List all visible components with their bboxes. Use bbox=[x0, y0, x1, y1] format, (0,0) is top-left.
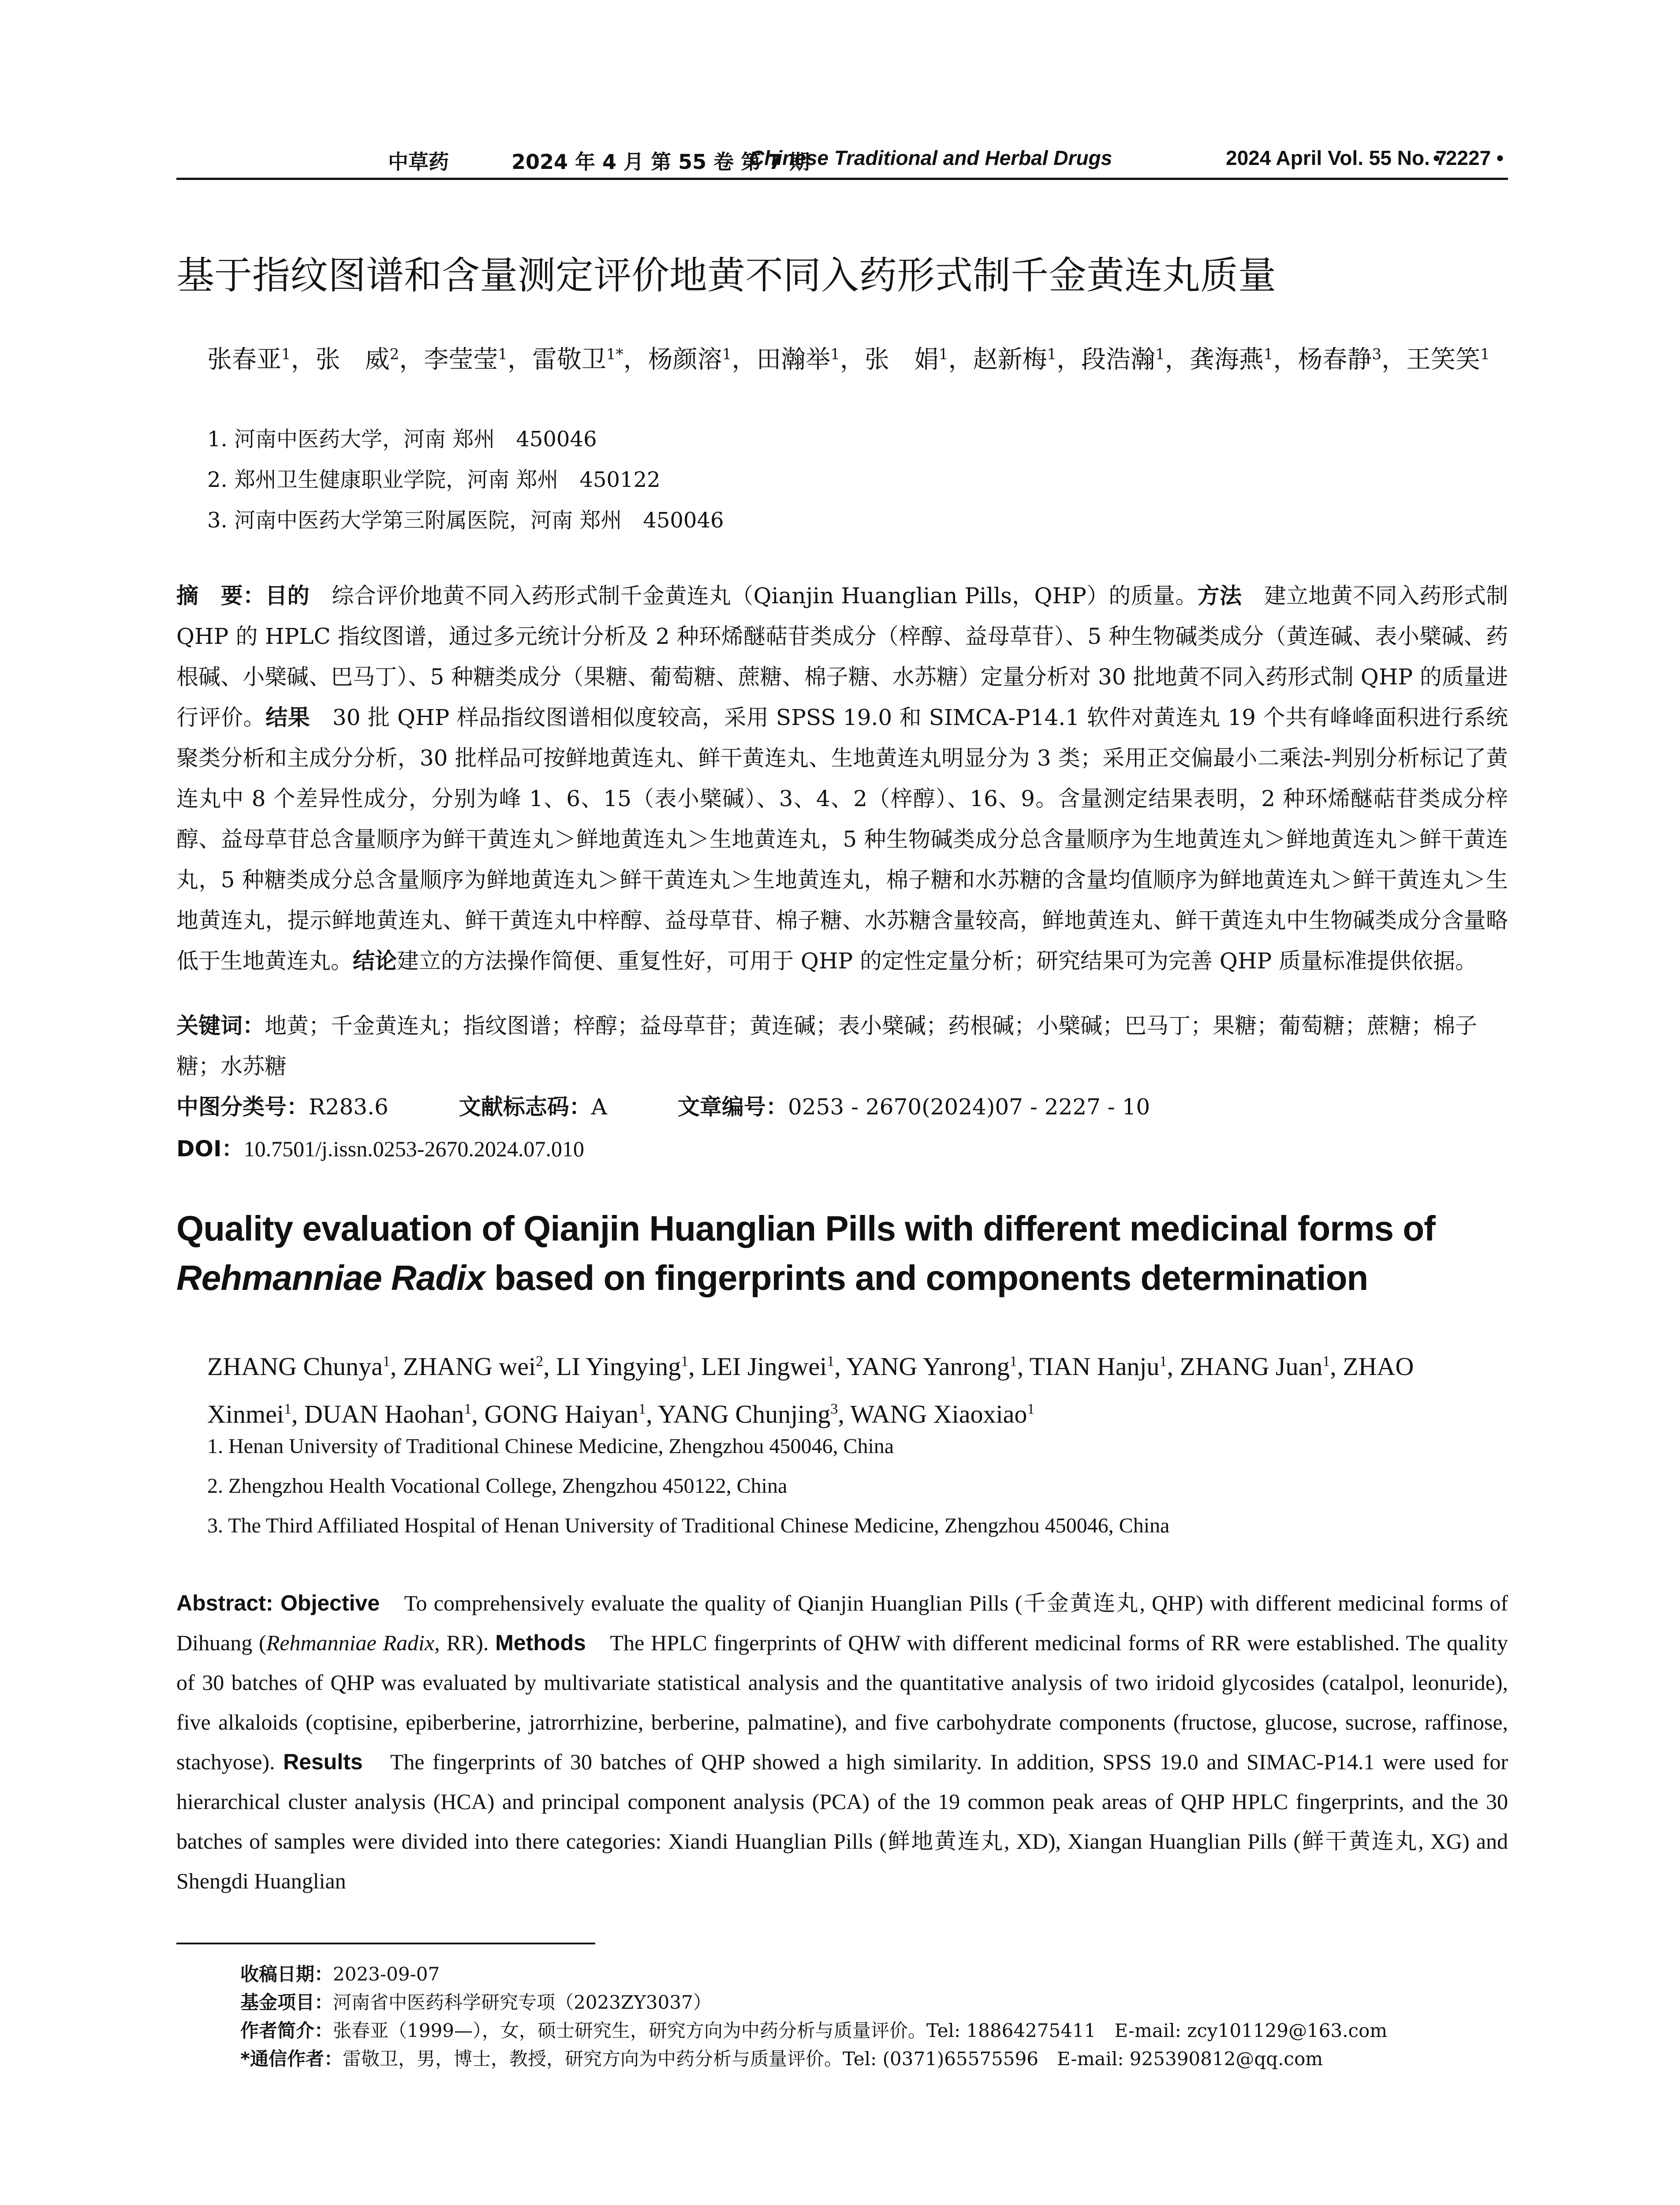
title-en-italic: Rehmanniae Radix bbox=[176, 1258, 485, 1297]
author-en: WANG Xiaoxiao$^1$ bbox=[850, 1399, 1035, 1428]
author-zh: 李莹莹$^1$， bbox=[424, 345, 532, 374]
title-en-part: based on fingerprints and components determination bbox=[485, 1258, 1368, 1297]
objective-text-zh: 综合评价地黄不同入药形式制千金黄连丸（Qianjin Huanglian Pills，QHP）的质量。 bbox=[310, 583, 1198, 609]
objective-italic-en: Rehmanniae Radix bbox=[266, 1630, 435, 1655]
classification-line bbox=[176, 1089, 1150, 1121]
page-number: • 2227 • bbox=[1433, 146, 1504, 169]
article-number-value: 0253 - 2670(2024)07 - 2227 - 10 bbox=[788, 1094, 1150, 1120]
author-zh: 王笑笑$^1$ bbox=[1406, 345, 1490, 374]
author-zh: 杨春静$^3$， bbox=[1298, 345, 1407, 374]
abstract-label-zh: 摘 要： bbox=[176, 583, 265, 609]
objective-label-en: Objective bbox=[280, 1591, 380, 1615]
footnote-corresponding: *通信作者：雷敬卫，男，博士，教授，研究方向为中药分析与质量评价。Tel: (0371)65575596 E-mail: 925390812@qq.com bbox=[240, 2048, 1323, 2070]
objective-text-en-tail: , RR). bbox=[434, 1630, 496, 1655]
doi-line bbox=[176, 1131, 584, 1163]
running-header bbox=[176, 142, 1508, 180]
abstract-zh bbox=[176, 576, 1508, 981]
methods-label-zh: 方法 bbox=[1197, 583, 1242, 609]
affiliation-list-zh bbox=[207, 419, 1508, 541]
author-zh: 张春亚$^1$， bbox=[207, 345, 316, 374]
author-en: ZHANG wei$^2$, bbox=[403, 1352, 556, 1381]
conclusion-text-zh: 建立的方法操作简便、重复性好，可用于 QHP 的定性定量分析；研究结果可为完善 QHP 质量标准提供依据。 bbox=[397, 948, 1478, 974]
author-zh: 张 娟$^1$， bbox=[864, 345, 973, 374]
affiliation-en: 2. Zhengzhou Health Vocational College, Zhengzhou 450122, China bbox=[207, 1474, 788, 1498]
objective-text-en: To comprehensively evaluate the quality of Qianjin Huanglian Pills (千金黄连丸, QHP) with different medicinal forms of Dihuang ( bbox=[176, 1591, 1508, 1655]
keywords-zh bbox=[176, 1005, 1508, 1087]
author-zh: 杨颜溶$^1$， bbox=[648, 345, 757, 374]
author-zh: 田瀚举$^1$， bbox=[756, 345, 865, 374]
affiliation-zh: 2. 郑州卫生健康职业学院，河南 郑州 450122 bbox=[207, 467, 661, 492]
journal-name-en: Chinese Traditional and Herbal Drugs bbox=[750, 146, 1113, 169]
doc-code-label: 文献标志码： bbox=[459, 1094, 591, 1120]
author-en: ZHANG Chunya$^1$, bbox=[207, 1352, 403, 1381]
author-list-en bbox=[207, 1341, 1508, 1435]
clc-label: 中图分类号： bbox=[176, 1094, 309, 1120]
results-label-zh: 结果 bbox=[265, 705, 310, 730]
journal-name-zh: 中草药 bbox=[388, 150, 449, 174]
author-list-zh bbox=[207, 333, 1508, 381]
footnotes bbox=[240, 1960, 1510, 2073]
methods-text-zh: 建立地黄不同入药形式制 QHP 的 HPLC 指纹图谱，通过多元统计分析及 2 种环烯醚萜苷类成分（梓醇、益母草苷）、5 种生物碱类成分（黄连碱、表小檗碱、药根碱、小檗碱、巴马丁）、5 种糖类成分（果糖、葡萄糖、蔗糖、棉子糖、水苏糖）定量分析对 30 批地黄不同入药形式制 QHP 的质量进行评价。 bbox=[176, 583, 1508, 730]
author-en: ZHANG Juan$^1$, bbox=[1180, 1352, 1343, 1381]
keywords-text-zh: 地黄；千金黄连丸；指纹图谱；梓醇；益母草苷；黄连碱；表小檗碱；药根碱；小檗碱；巴马丁；果糖；葡萄糖；蔗糖；棉子糖；水苏糖 bbox=[176, 1013, 1477, 1079]
author-zh: 龚海燕$^1$， bbox=[1189, 345, 1298, 374]
title-en-part: Quality evaluation of Qianjin Huanglian Pills with different medicinal forms of bbox=[176, 1209, 1435, 1248]
author-en: LI Yingying$^1$, bbox=[556, 1352, 702, 1381]
issue-info-en: 2024 April Vol. 55 No. 7 bbox=[1226, 146, 1447, 169]
author-en: YANG Chunjing$^3$, bbox=[657, 1399, 851, 1428]
affiliation-zh: 3. 河南中医药大学第三附属医院，河南 郑州 450046 bbox=[207, 508, 724, 533]
methods-text-en: The HPLC fingerprints of QHW with different medicinal forms of RR were established. The quality of 30 batches of QHP was evaluated by multivariate statistical analysis and the quantitative analysis of two iridoid glycosides (catalpol, leonuride), five alkaloids (coptisine, epiberberine, jatrorrhizine, berberine, palmatine), and five carbohydrate components (fructose, glucose, sucrose, raffinose, stachyose). bbox=[176, 1630, 1508, 1774]
author-zh: 雷敬卫$^{1*}$， bbox=[532, 345, 648, 374]
article-number-label: 文章编号： bbox=[677, 1094, 788, 1120]
author-en: LEI Jingwei$^1$, bbox=[701, 1352, 847, 1381]
author-en: YANG Yanrong$^1$, bbox=[846, 1352, 1030, 1381]
doi-label: DOI： bbox=[176, 1136, 244, 1162]
author-en: ZHAO Xinmei$^1$, bbox=[207, 1352, 1414, 1428]
doi-value: 10.7501/j.issn.0253-2670.2024.07.010 bbox=[243, 1136, 584, 1161]
footnote-funding: 基金项目：河南省中医药科学研究专项（2023ZY3037） bbox=[240, 1992, 712, 2013]
abstract-en bbox=[176, 1583, 1508, 1901]
doc-code-value: A bbox=[591, 1094, 607, 1120]
keywords-label-zh: 关键词： bbox=[176, 1013, 265, 1039]
results-label-en: Results bbox=[283, 1749, 363, 1774]
affiliation-list-en bbox=[207, 1427, 1508, 1546]
affiliation-en: 1. Henan University of Traditional Chinese Medicine, Zhengzhou 450046, China bbox=[207, 1435, 894, 1458]
methods-label-en: Methods bbox=[495, 1630, 586, 1655]
footnote-received: 收稿日期：2023-09-07 bbox=[240, 1963, 440, 1985]
article-title-en bbox=[176, 1204, 1508, 1303]
author-zh: 赵新梅$^1$， bbox=[973, 345, 1082, 374]
affiliation-en: 3. The Third Affiliated Hospital of Henan University of Traditional Chinese Medicine, Zhengzhou 450046, China bbox=[207, 1514, 1170, 1537]
issue-info-zh: 2024 年 4 月 第 55 卷 第 7 期 bbox=[511, 150, 810, 174]
clc-value: R283.6 bbox=[309, 1094, 388, 1120]
author-zh: 段浩瀚$^1$， bbox=[1081, 345, 1190, 374]
author-en: DUAN Haohan$^1$, bbox=[304, 1399, 485, 1428]
author-en: GONG Haiyan$^1$, bbox=[484, 1399, 658, 1428]
affiliation-zh: 1. 河南中医药大学，河南 郑州 450046 bbox=[207, 427, 597, 452]
results-text-zh: 30 批 QHP 样品指纹图谱相似度较高，采用 SPSS 19.0 和 SIMCA-P14.1 软件对黄连丸 19 个共有峰峰面积进行系统聚类分析和主成分分析，30 批样品可按鲜地黄连丸、鲜干黄连丸、生地黄连丸明显分为 3 类；采用正交偏最小二乘法-判别分析标记了黄连丸中 8 个差异性成分，分别为峰 1、6、15（表小檗碱）、3、4、2（梓醇）、16、9。含量测定结果表明，2 种环烯醚萜苷类成分梓醇、益母草苷总含量顺序为鲜干黄连丸＞鲜地黄连丸＞生地黄连丸，5 种生物碱类成分总含量顺序为生地黄连丸＞鲜地黄连丸＞鲜干黄连丸，5 种糖类成分总含量顺序为鲜地黄连丸＞鲜干黄连丸＞生地黄连丸，棉子糖和水苏糖的含量均值顺序为鲜地黄连丸＞鲜干黄连丸＞生地黄连丸，提示鲜地黄连丸、鲜干黄连丸中梓醇、益母草苷、棉子糖、水苏糖含量较高，鲜地黄连丸、鲜干黄连丸中生物碱类成分含量略低于生地黄连丸。 bbox=[176, 705, 1508, 974]
objective-label-zh: 目的 bbox=[265, 583, 310, 609]
footnote-divider bbox=[176, 1943, 595, 1944]
footnote-author-bio: 作者简介：张春亚（1999—），女，硕士研究生，研究方向为中药分析与质量评价。Tel: 18864275411 E-mail: zcy101129@163.com bbox=[240, 2020, 1388, 2041]
conclusion-label-zh: 结论 bbox=[353, 948, 397, 974]
author-en: TIAN Hanju$^1$, bbox=[1029, 1352, 1180, 1381]
abstract-label-en: Abstract: bbox=[176, 1591, 281, 1615]
author-zh: 张 威$^2$， bbox=[315, 345, 424, 374]
results-text-en: The fingerprints of 30 batches of QHP showed a high similarity. In addition, SPSS 19.0 and SIMAC-P14.1 were used for hierarchical cluster analysis (HCA) and principal component analysis (PCA) of the 19 common peak areas of QHP HPLC fingerprints, and the 30 batches of samples were divided into there categories: Xiandi Huanglian Pills (鲜地黄连丸, XD), Xiangan Huanglian Pills (鲜干黄连丸, XG) and Shengdi Huanglian bbox=[176, 1749, 1508, 1893]
article-title-zh: 基于指纹图谱和含量测定评价地黄不同入药形式制千金黄连丸质量 bbox=[176, 254, 1276, 298]
